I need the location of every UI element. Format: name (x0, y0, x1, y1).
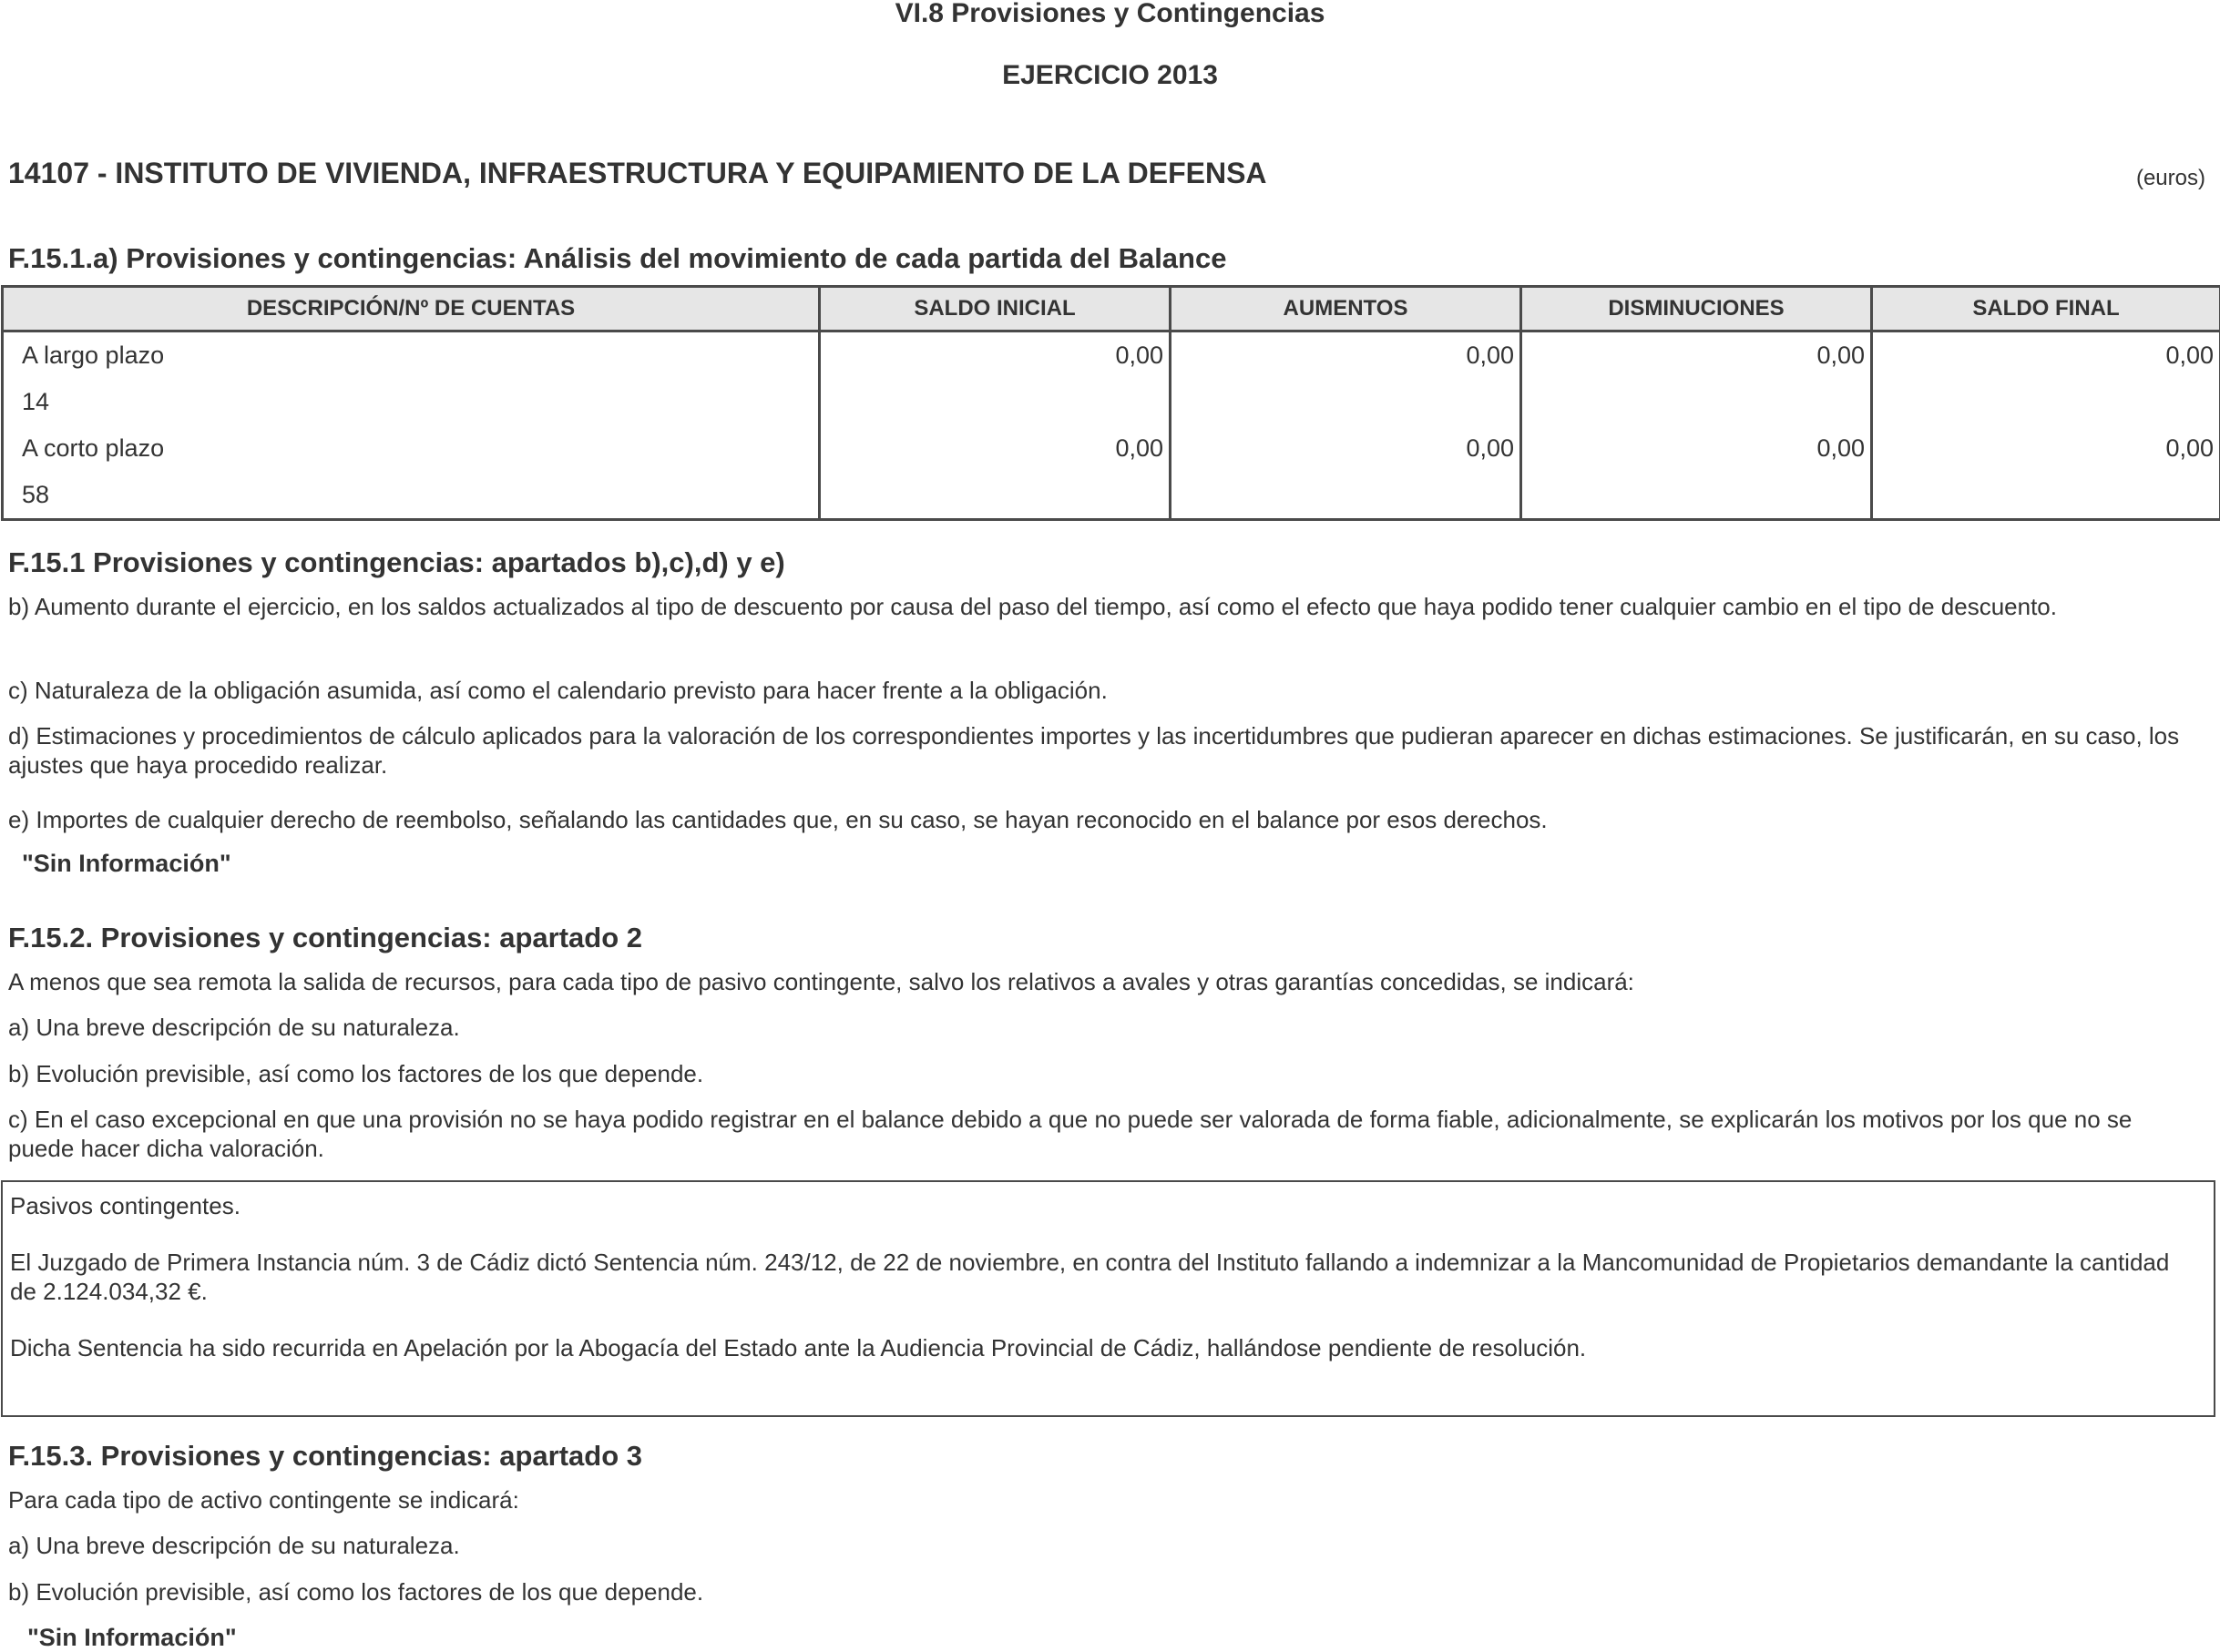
fiscal-year: EJERCICIO 2013 (0, 60, 2220, 91)
cell-saldo-inicial: 0,00 (820, 331, 1171, 380)
table-row (3, 425, 2220, 472)
cell-aumentos (1171, 379, 1521, 425)
table-row (3, 472, 2220, 520)
section-3-item-a: a) Una breve descripción de su naturaleza. (8, 1531, 2204, 1560)
col-header-disminuciones: DISMINUCIONES (1521, 287, 1872, 331)
cell-saldo-final (1872, 379, 2220, 425)
section-2-item-a: a) Una breve descripción de su naturaleza. (8, 1013, 2204, 1042)
section-3-no-info: "Sin Información" (27, 1624, 237, 1652)
cell-saldo-final: 0,00 (1872, 331, 2220, 380)
col-header-saldo-inicial: SALDO INICIAL (820, 287, 1171, 331)
cell-aumentos: 0,00 (1171, 331, 1521, 380)
cell-saldo-inicial (820, 472, 1171, 520)
section-3-item-b: b) Evolución previsible, así como los factores de los que depende. (8, 1577, 2204, 1606)
currency-label: (euros) (2136, 166, 2205, 191)
box-line-appeal: Dicha Sentencia ha sido recurrida en Apelación por la Abogacía del Estado ante la Audiencia Provincial de Cádiz, hallándose pendiente de resolución. (10, 1333, 2187, 1362)
entity-name: 14107 - INSTITUTO DE VIVIENDA, INFRAESTRUCTURA Y EQUIPAMIENTO DE LA DEFENSA (8, 157, 1267, 190)
section-2-item-b: b) Evolución previsible, así como los factores de los que depende. (8, 1059, 2204, 1088)
section-b-heading: F.15.1 Provisiones y contingencias: apartados b),c),d) y e) (8, 546, 785, 579)
table-row (3, 331, 2220, 380)
section-b-item-e: e) Importes de cualquier derecho de reembolso, señalando las cantidades que, en su caso, se hayan reconocido en el balance por esos derechos. (8, 805, 2204, 834)
section-a-heading: F.15.1.a) Provisiones y contingencias: Análisis del movimiento de cada partida del Balance (8, 242, 1226, 275)
section-b-item-d: d) Estimaciones y procedimientos de cálculo aplicados para la valoración de los correspondientes importes y las incertidumbres que pudieran aparecer en dichas estimaciones. Se justificarán, en su caso, los ajustes que haya procedido realizar. (8, 721, 2204, 780)
contingent-liabilities-box (1, 1180, 2215, 1417)
cell-description: 14 (3, 379, 820, 425)
section-3-intro: Para cada tipo de activo contingente se indicará: (8, 1485, 2204, 1514)
section-2-intro: A menos que sea remota la salida de recursos, para cada tipo de pasivo contingente, salvo los relativos a avales y otras garantías concedidas, se indicará: (8, 967, 2204, 996)
section-2-heading: F.15.2. Provisiones y contingencias: apartado 2 (8, 922, 642, 954)
section-b-item-b: b) Aumento durante el ejercicio, en los saldos actualizados al tipo de descuento por causa del paso del tiempo, así como el efecto que haya podido tener cualquier cambio en el tipo de descuento. (8, 592, 2204, 621)
cell-description: A largo plazo (3, 331, 820, 380)
box-line-title: Pasivos contingentes. (10, 1191, 2187, 1220)
section-b-no-info: "Sin Información" (22, 850, 231, 878)
cell-disminuciones: 0,00 (1521, 425, 1872, 472)
cell-aumentos (1171, 472, 1521, 520)
cell-aumentos: 0,00 (1171, 425, 1521, 472)
box-line-sentence: El Juzgado de Primera Instancia núm. 3 de Cádiz dictó Sentencia núm. 243/12, de 22 de noviembre, en contra del Instituto fallando a indemnizar a la Mancomunidad de Propietarios demandante la cantidad de 2.124.034,32 €. (10, 1248, 2187, 1306)
cell-disminuciones (1521, 379, 1872, 425)
table-header-row (3, 287, 2220, 331)
section-b-item-c: c) Naturaleza de la obligación asumida, así como el calendario previsto para hacer frente a la obligación. (8, 676, 2204, 705)
cell-disminuciones (1521, 472, 1872, 520)
section-2-item-c: c) En el caso excepcional en que una provisión no se haya podido registrar en el balance debido a que no puede ser valorada de forma fiable, adicionalmente, se explicarán los motivos por los que no se puede hacer dicha valoración. (8, 1105, 2204, 1163)
cell-saldo-inicial: 0,00 (820, 425, 1171, 472)
movement-table (1, 285, 2220, 521)
cell-saldo-inicial (820, 379, 1171, 425)
col-header-saldo-final: SALDO FINAL (1872, 287, 2220, 331)
col-header-description: DESCRIPCIÓN/Nº DE CUENTAS (3, 287, 820, 331)
table-row (3, 379, 2220, 425)
col-header-aumentos: AUMENTOS (1171, 287, 1521, 331)
report-title: VI.8 Provisiones y Contingencias (0, 0, 2220, 29)
cell-description: A corto plazo (3, 425, 820, 472)
section-3-heading: F.15.3. Provisiones y contingencias: apartado 3 (8, 1440, 642, 1473)
cell-disminuciones: 0,00 (1521, 331, 1872, 380)
cell-saldo-final: 0,00 (1872, 425, 2220, 472)
cell-description: 58 (3, 472, 820, 520)
cell-saldo-final (1872, 472, 2220, 520)
